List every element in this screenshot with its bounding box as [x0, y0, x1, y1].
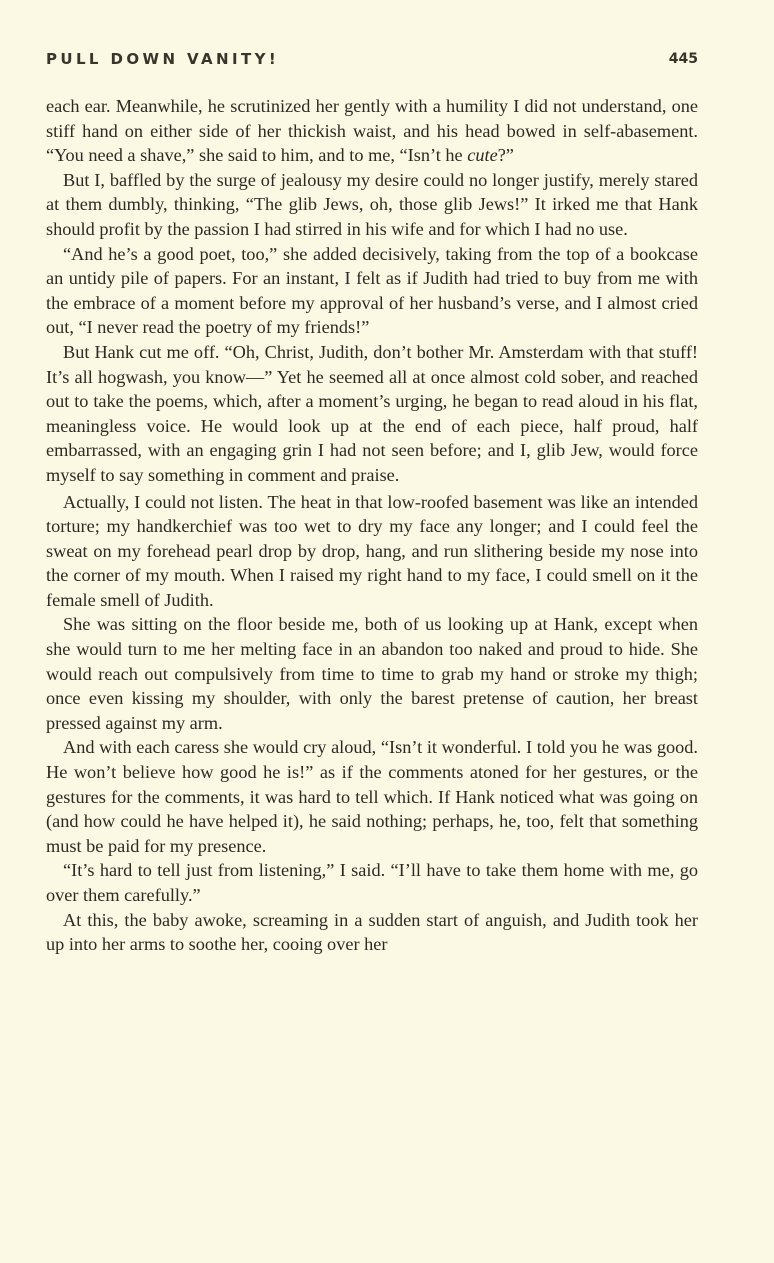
paragraph-4: But Hank cut me off. “Oh, Christ, Judith, don’t bother Mr. Amsterdam with that stuff! It’s all hogwash, you know—” Yet he seemed all at once almost cold sober, and reached out to take the poems, which, after a moment’s urging, he began to read aloud in his flat, meaningless voice. He would look up at the end of each piece, half proud, half embarrassed, with an engaging grin I had not seen before; and I, glib Jew, would force myself to say something in comment and praise.	[46, 341, 698, 485]
page-number: 445	[668, 51, 698, 67]
paragraph-1-emphasis: cute	[467, 145, 498, 166]
body-text	[46, 94, 698, 957]
paragraph-2: But I, baffled by the surge of jealousy my desire could no longer justify, merely stared at them dumbly, thinking, “The glib Jews, oh, those glib Jews!” It irked me that Hank should profit by the passion I had stirred in his wife and for which I had no use.	[46, 169, 698, 239]
paragraph-3: “And he’s a good poet, too,” she added decisively, taking from the top of a bookcase an untidy pile of papers. For an instant, I felt as if Judith had tried to buy from me with the embrace of a moment before my approval of her husband’s verse, and I almost cried out, “I never read the poetry of my friends!”	[46, 243, 698, 338]
paragraph-1-text: each ear. Meanwhile, he scrutinized her gently with a humility I did not understand, one stiff hand on either side of her thickish waist, and his head bowed in self-abasement. “You need a shave,” she said to him, and to me, “Isn’t he	[46, 96, 698, 166]
paragraph-5: Actually, I could not listen. The heat in that low-roofed basement was like an intended torture; my handkerchief was too wet to dry my face any longer; and I could feel the sweat on my forehead pearl drop by drop, hang, and run slithering beside my nose into the corner of my mouth. When I raised my right hand to my face, I could smell on it the female smell of Judith.	[46, 491, 698, 610]
paragraph-8: “It’s hard to tell just from listening,” I said. “I’ll have to take them home with me, go over them carefully.”	[46, 860, 698, 905]
book-page	[46, 0, 698, 1263]
paragraph-1	[46, 94, 698, 168]
paragraph-6: She was sitting on the floor beside me, both of us looking up at Hank, except when she would turn to me her melting face in an abandon too naked and proud to hide. She would reach out compulsively from time to time to grab my hand or stroke my thigh; once even kissing my shoulder, with only the barest pretense of caution, her breast pressed against my arm.	[46, 614, 698, 733]
paragraph-7: And with each caress she would cry aloud, “Isn’t it wonderful. I told you he was good. He won’t believe how good he is!” as if the comments atoned for her gestures, or the gestures for the comments, it was hard to tell which. If Hank noticed what was going on (and how could he have helped it), he said nothing; perhaps, he, too, felt that something must be paid for my presence.	[46, 737, 698, 856]
paragraph-9: At this, the baby awoke, screaming in a sudden start of anguish, and Judith took her up into her arms to soothe her, cooing over her	[46, 909, 698, 955]
running-header	[46, 50, 698, 72]
running-title: PULL DOWN VANITY!	[46, 50, 280, 68]
paragraph-1-end: ?”	[497, 145, 514, 166]
